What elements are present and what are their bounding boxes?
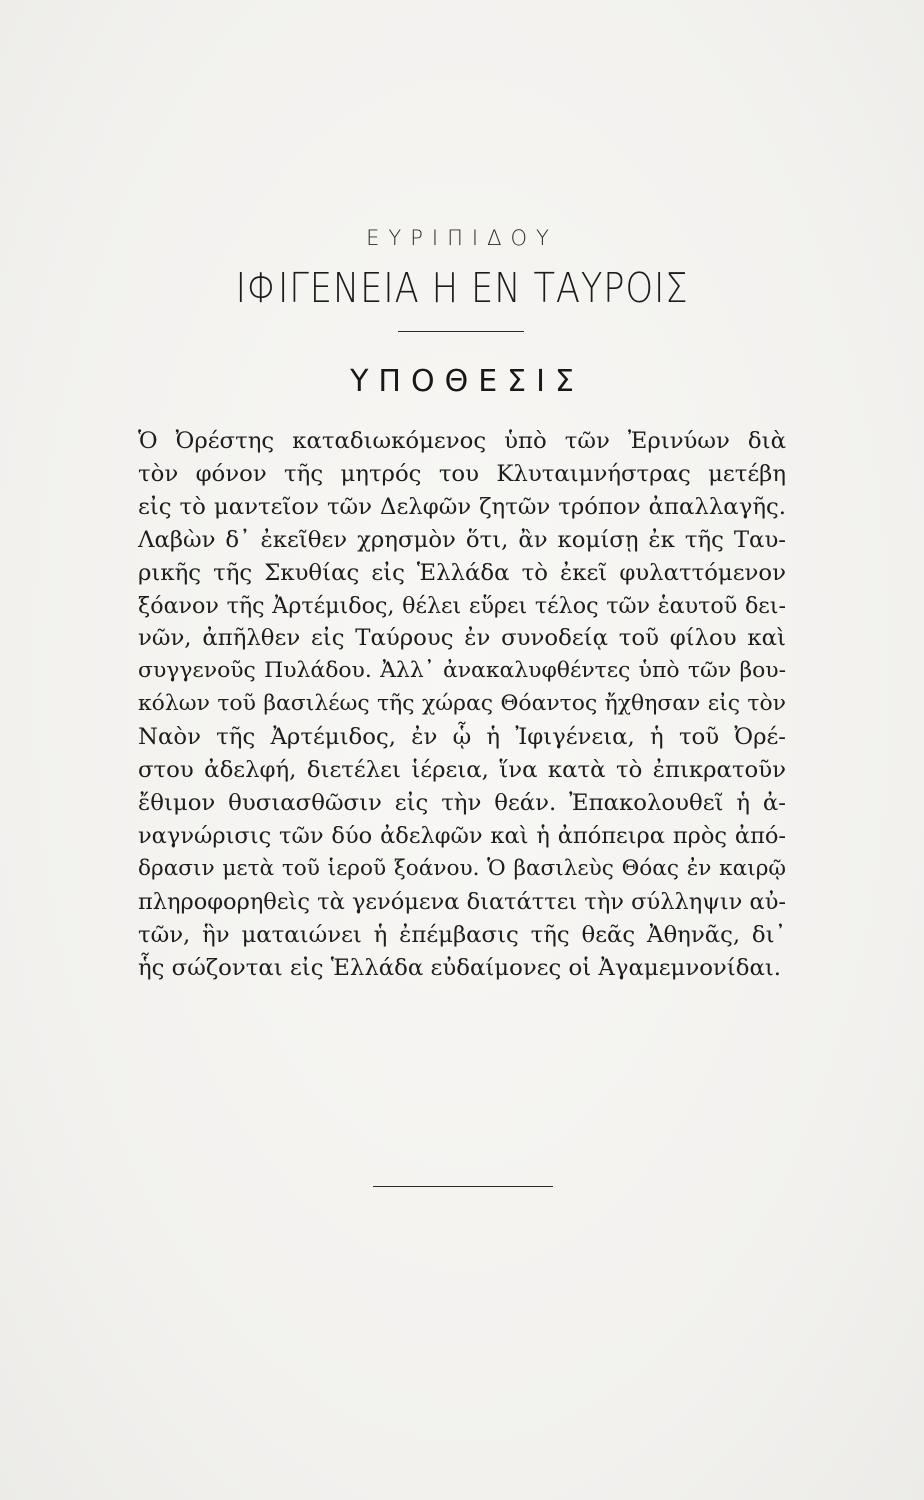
text-line: νῶν, ἀπῆλθεν εἰς Ταύρους ἐν συνοδείᾳ τοῦ φίλου καὶ [138,625,786,652]
synopsis-paragraph [138,425,786,984]
text-line: ναγνώρισις τῶν δύο ἀδελφῶν καὶ ἡ ἀπόπειρα πρὸς ἀπό- [138,822,786,849]
text-line: συγγενοῦς Πυλάδου. Ἀλλ᾽ ἀνακαλυφθέντες ὑπὸ τῶν βου- [138,658,786,684]
play-title: ΙΦΙΓΕΝΕΙΑ Η ΕΝ ΤΑΥΡΟΙΣ [235,264,689,312]
text-line: κόλων τοῦ βασιλέως τῆς χώρας Θόαντος ἤχθησαν εἰς τὸν [138,691,786,717]
text-line: ἧς σώζονται εἰς Ἑλλάδα εὐδαίμονες οἱ Ἀγαμεμνονίδαι. [138,954,782,981]
text-line: τὸν φόνον τῆς μητρός του Κλυταιμνήστρας μετέβη [138,460,786,487]
text-line: στου ἀδελφή, διετέλει ἱέρεια, ἵνα κατὰ τὸ ἐπικρατοῦν [138,757,786,784]
title-divider [398,331,524,332]
text-line: εἰς τὸ μαντεῖον τῶν Δελφῶν ζητῶν τρόπον ἀπαλλαγῆς. [138,493,786,520]
text-line: πληροφορηθεὶς τὰ γενόμενα διατάττει τὴν σύλληψιν αὐ- [138,888,786,915]
section-heading: ΥΠΟΘΕΣΙΣ [350,364,584,399]
text-line: δρασιν μετὰ τοῦ ἱεροῦ ξοάνου. Ὁ βασιλεὺς Θόας ἐν καιρῷ [138,855,786,881]
text-line: Ναὸν τῆς Ἀρτέμιδος, ἐν ᾧ ἡ Ἰφιγένεια, ἡ τοῦ Ὀρέ- [138,724,786,751]
text-line: ἔθιμον θυσιασθῶσιν εἰς τὴν θεάν. Ἐπακολουθεῖ ἡ ἀ- [138,789,786,816]
end-divider [373,1186,553,1187]
text-line: ρικῆς τῆς Σκυθίας εἰς Ἑλλάδα τὸ ἐκεῖ φυλαττόμενον [138,559,786,586]
text-line: τῶν, ἣν ματαιώνει ἡ ἐπέμβασις τῆς θεᾶς Ἀθηνᾶς, δι᾽ [138,921,786,948]
text-line: Ὁ Ὀρέστης καταδιωκόμενος ὑπὸ τῶν Ἐρινύων διὰ [138,428,786,454]
author-name: ΕΥΡΙΠΙΔΟΥ [366,226,558,250]
text-line: ξόανον τῆς Ἀρτέμιδος, θέλει εὕρει τέλος τῶν ἑαυτοῦ δει- [138,592,786,619]
text-line: Λαβὼν δ᾽ ἐκεῖθεν χρησμὸν ὅτι, ἂν κομίσῃ ἐκ τῆς Ταυ- [138,526,786,553]
